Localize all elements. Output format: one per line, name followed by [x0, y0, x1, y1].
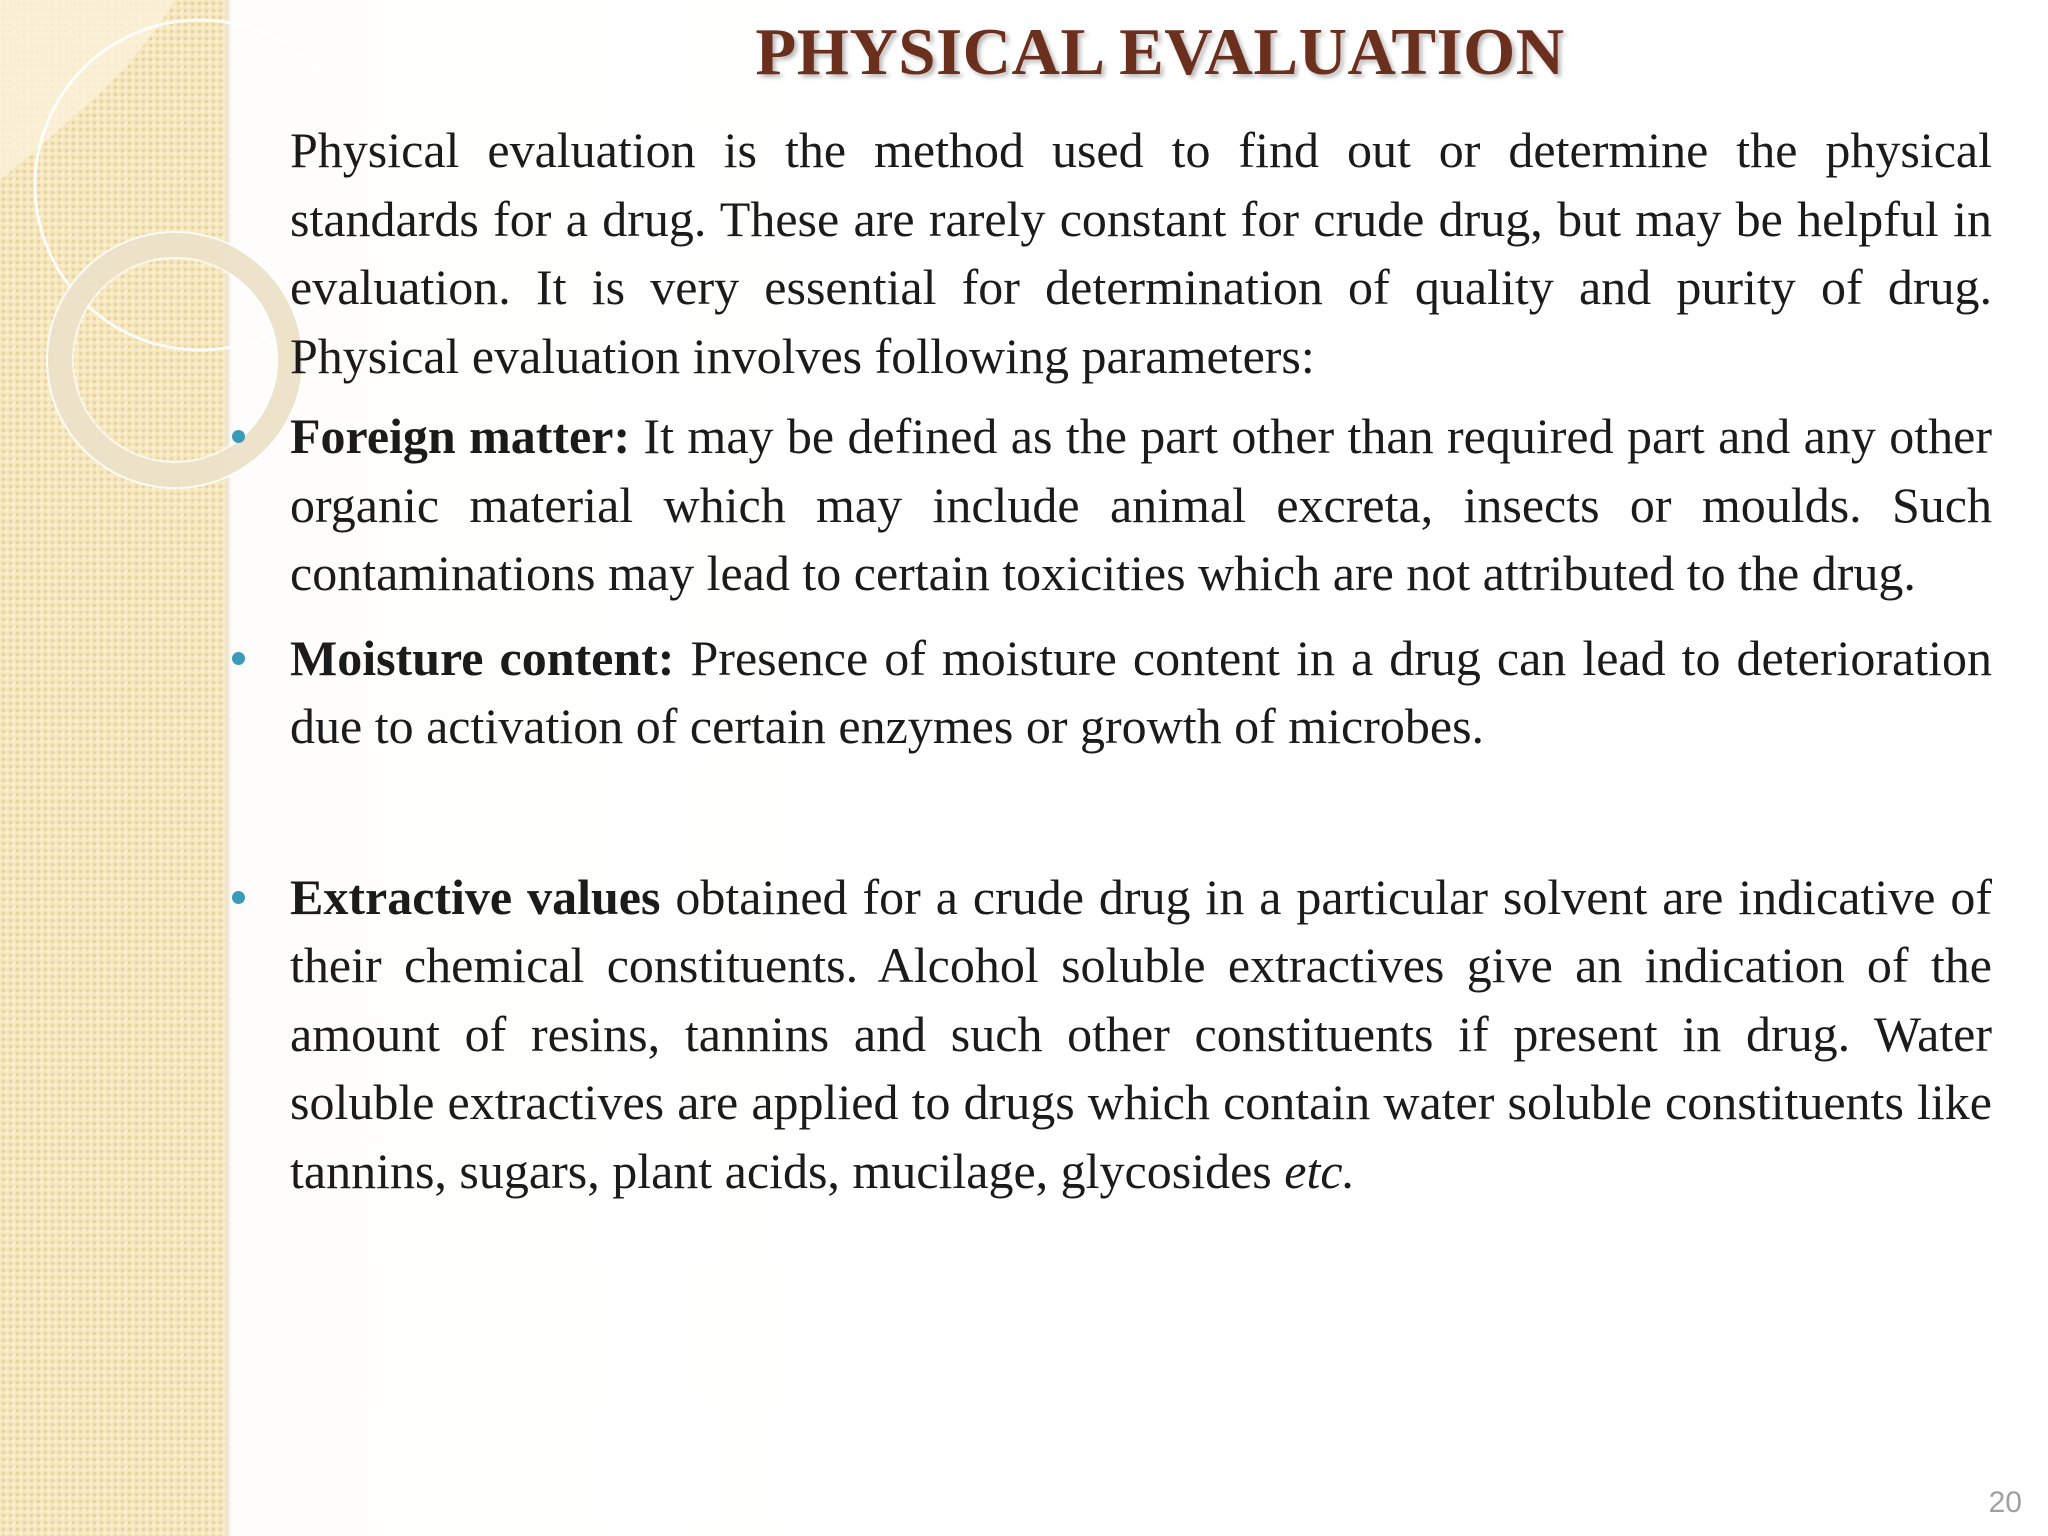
bullet-dot-icon — [232, 652, 245, 665]
bullet-dot-icon — [232, 891, 245, 904]
bullet-term: Extractive values — [290, 868, 661, 925]
slide-title: PHYSICAL EVALUATION — [755, 15, 1565, 89]
list-item — [290, 863, 1992, 1206]
slide-body — [290, 116, 1992, 1205]
bullet-text-italic: etc. — [1284, 1142, 1356, 1199]
list-item — [290, 624, 1992, 761]
thick-ring-inner-outline — [73, 258, 277, 462]
bullet-term: Foreign matter: — [290, 408, 631, 464]
decorative-rings — [0, 0, 320, 520]
parameter-list — [290, 402, 1992, 1205]
bullet-dot-icon — [232, 430, 245, 443]
bullet-text: obtained for a crude drug in a particular solvent are indicative of their chemical constituents. Alcohol soluble extractives give an indication of the amount of resins, tannins and such other constituents if present in drug. Water soluble extractives are applied to drugs which contain water soluble constituents like tannins, sugars, plant acids, mucilage, glycosides — [290, 868, 1993, 1199]
intro-paragraph: Physical evaluation is the method used to find out or determine the physical standards for a drug. These are rarely constant for crude drug, but may be helpful in evaluation. It is very essential for determination of quality and purity of drug. Physical evaluation involves following parameters: — [290, 122, 1992, 384]
bullet-text: It may be defined as the part other than required part and any other organic material which may include animal excreta, insects or moulds. Such contaminations may lead to certain toxicities which are not attributed to the drug. — [290, 408, 1992, 601]
page-number: 20 — [1988, 1486, 2022, 1519]
bullet-term: Moisture content: — [290, 629, 675, 686]
thick-ring — [60, 245, 290, 475]
bullet-text: Presence of moisture content in a drug can lead to deterioration due to activation of certain enzymes or growth of microbes. — [290, 629, 1992, 754]
list-item — [290, 402, 1992, 608]
